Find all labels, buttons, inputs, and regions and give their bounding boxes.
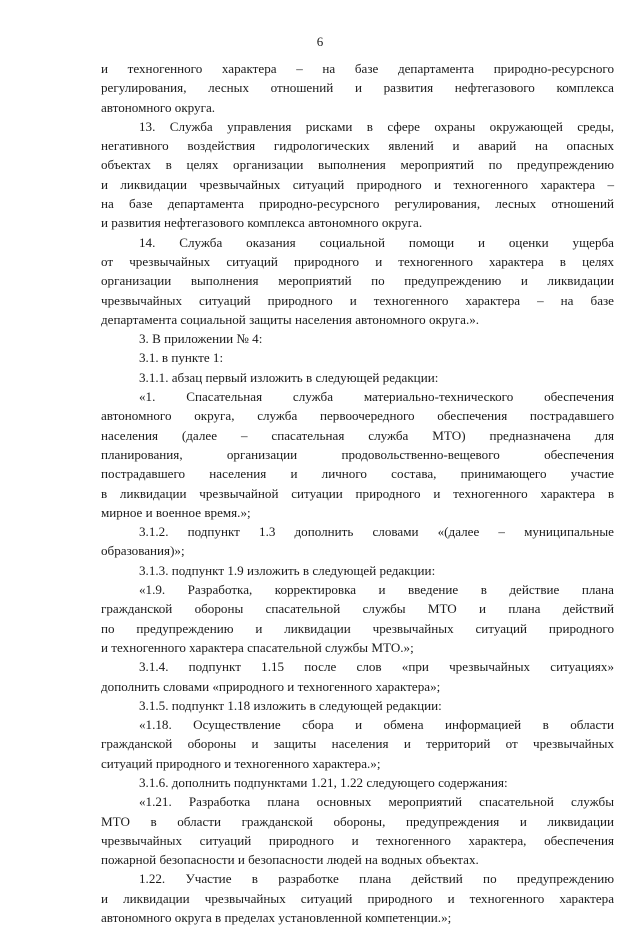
text-line: 13. Служба управления рисками в сфере охраны окружающей среды, xyxy=(139,118,614,134)
paragraph xyxy=(101,329,614,348)
text-line: гражданской обороны и защиты населения и территорий от чрезвычайных xyxy=(101,736,614,752)
text-line: департамента социальной защиты населения автономного округа.». xyxy=(101,311,480,327)
paragraph xyxy=(101,715,614,773)
text-line: и техногенного характера спасательной службы МТО.»; xyxy=(101,639,414,655)
text-line: 3.1.2. подпункт 1.3 дополнить словами «(далее – муниципальные xyxy=(139,524,614,540)
text-line: «1.21. Разработка плана основных мероприятий спасательной службы xyxy=(139,794,614,810)
text-line: и развития нефтегазового комплекса автономного округа. xyxy=(101,215,423,231)
paragraph xyxy=(101,773,614,792)
document-body xyxy=(101,59,614,927)
text-line: чрезвычайных ситуаций природного и техногенного характера – на базе xyxy=(101,292,614,308)
text-line: 3.1. в пункте 1: xyxy=(139,350,224,366)
text-line: 3.1.4. подпункт 1.15 после слов «при чрезвычайных ситуациях» xyxy=(139,659,614,675)
text-line: чрезвычайных ситуаций природного и техногенного характера, обеспечения xyxy=(101,832,614,848)
text-line: и ликвидации чрезвычайных ситуаций природного и техногенного характера – xyxy=(101,176,614,192)
text-line: «1. Спасательная служба материально-технического обеспечения xyxy=(139,389,614,405)
text-line: на базе департамента природно-ресурсного регулирования, лесных отношений xyxy=(101,196,614,212)
text-line: по предупреждению и ликвидации чрезвычайных ситуаций природного xyxy=(101,620,614,636)
text-line: мирное и военное время.»; xyxy=(101,504,251,520)
text-line: «1.9. Разработка, корректировка и введение в действие плана xyxy=(139,582,614,598)
text-line: и техногенного характера – на базе департамента природно-ресурсного xyxy=(101,61,614,76)
text-line: пожарной безопасности и безопасности людей на водных объектах. xyxy=(101,852,479,868)
paragraph xyxy=(101,792,614,869)
text-line: «1.18. Осуществление сбора и обмена информацией в области xyxy=(139,717,614,733)
text-line: негативного воздействия гидрологических явлений и аварий на опасных xyxy=(101,138,614,154)
text-line: автономного округа в пределах установленной компетенции.»; xyxy=(101,910,452,926)
paragraph xyxy=(101,580,614,657)
text-line: дополнить словами «природного и техногенного характера»; xyxy=(101,678,441,694)
paragraph xyxy=(101,348,614,367)
text-line: планирования, организации продовольственно-вещевого обеспечения xyxy=(101,446,614,462)
paragraph xyxy=(101,561,614,580)
text-line: от чрезвычайных ситуаций природного и техногенного характера в целях xyxy=(101,253,614,269)
text-line: объектах в целях организации выполнения мероприятий по предупреждению xyxy=(101,157,614,173)
paragraph xyxy=(101,522,614,561)
text-line: пострадавшего населения и личного состава, принимающего участие xyxy=(101,466,614,482)
paragraph xyxy=(101,59,614,117)
paragraph xyxy=(101,696,614,715)
paragraph xyxy=(101,387,614,522)
text-line: организации выполнения мероприятий по предупреждению и ликвидации xyxy=(101,273,614,289)
text-line: 3. В приложении № 4: xyxy=(139,331,263,347)
paragraph xyxy=(101,233,614,329)
text-line: автономного округа, служба первоочередного обеспечения пострадавшего xyxy=(101,408,614,424)
text-line: 3.1.3. подпункт 1.9 изложить в следующей редакции: xyxy=(139,562,436,578)
text-line: 3.1.6. дополнить подпунктами 1.21, 1.22 следующего содержания: xyxy=(139,774,508,790)
paragraph xyxy=(101,117,614,233)
text-line: 1.22. Участие в разработке плана действий по предупреждению xyxy=(139,871,614,887)
text-line: в ликвидации чрезвычайной ситуации природного и техногенного характера в xyxy=(101,485,614,501)
text-line: 3.1.5. подпункт 1.18 изложить в следующей редакции: xyxy=(139,697,442,713)
text-line: 14. Служба оказания социальной помощи и оценки ущерба xyxy=(139,234,614,250)
paragraph xyxy=(101,657,614,696)
text-line: и ликвидации чрезвычайных ситуаций природного и техногенного характера xyxy=(101,890,614,906)
paragraph xyxy=(101,368,614,387)
text-line: населения (далее – спасательная служба МТО) предназначена для xyxy=(101,427,614,443)
text-line: 3.1.1. абзац первый изложить в следующей редакции: xyxy=(139,369,439,385)
page-number: 6 xyxy=(316,34,324,49)
text-line: регулирования, лесных отношений и развития нефтегазового комплекса xyxy=(101,80,614,96)
text-line: образования)»; xyxy=(101,543,185,559)
text-line: автономного округа. xyxy=(101,99,216,115)
text-line: МТО в области гражданской обороны, предупреждения и ликвидации xyxy=(101,813,614,829)
paragraph xyxy=(101,869,614,927)
text-line: ситуаций природного и техногенного характера.»; xyxy=(101,755,381,771)
text-line: гражданской обороны спасательной службы МТО и плана действий xyxy=(101,601,614,617)
